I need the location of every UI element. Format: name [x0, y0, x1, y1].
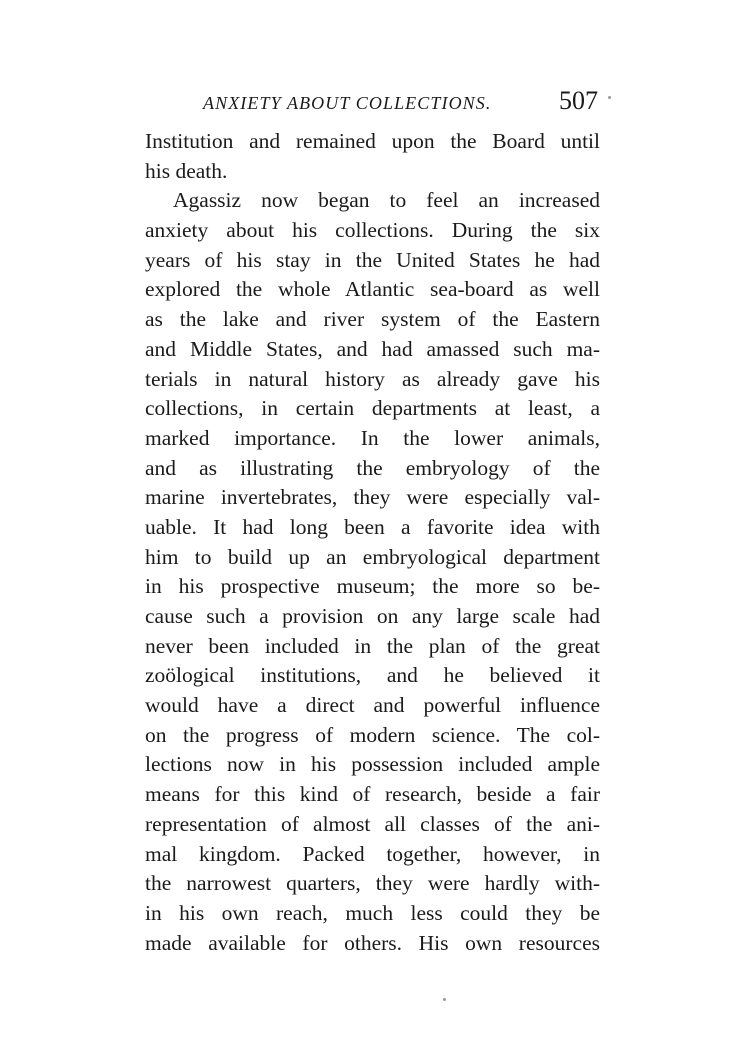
page-number: 507	[559, 86, 598, 115]
text-line: as the lake and river system of the Eastern	[145, 307, 600, 332]
text-line: mal kingdom. Packed together, however, in	[145, 841, 600, 866]
paper-speck	[443, 998, 446, 1001]
text-line: and as illustrating the embryology of the	[145, 455, 600, 480]
text-line: the narrowest quarters, they were hardly with-	[145, 871, 600, 896]
running-title: ANXIETY ABOUT COLLECTIONS.	[203, 93, 492, 113]
text-line: lections now in his possession included ample	[145, 752, 600, 777]
text-line: in his own reach, much less could they be	[145, 900, 600, 925]
text-line: would have a direct and powerful influence	[145, 693, 600, 718]
body-text	[145, 127, 600, 958]
text-line: years of his stay in the United States he had	[145, 247, 600, 272]
text-line: made available for others. His own resources	[145, 930, 600, 955]
text-line: never been included in the plan of the great	[145, 633, 600, 658]
text-line: cause such a provision on any large scale had	[145, 604, 600, 628]
text-line: on the progress of modern science. The col-	[145, 722, 600, 747]
text-line: anxiety about his collections. During the six	[145, 218, 600, 243]
text-line: explored the whole Atlantic sea-board as well	[145, 277, 600, 302]
text-line: him to build up an embryological department	[145, 544, 600, 569]
text-line: his death.	[145, 158, 228, 183]
text-line: Institution and remained upon the Board until	[145, 129, 600, 153]
text-line: in his prospective museum; the more so be-	[145, 574, 600, 599]
text-line: uable. It had long been a favorite idea with	[145, 514, 600, 539]
text-line: terials in natural history as already gave his	[145, 366, 600, 391]
text-line: zoölogical institutions, and he believed it	[145, 663, 600, 688]
running-head	[145, 86, 600, 122]
text-line: and Middle States, and had amassed such ma-	[145, 336, 600, 361]
text-line: marine invertebrates, they were especially val-	[145, 485, 600, 510]
text-line: representation of almost all classes of the ani-	[145, 811, 600, 836]
text-line: marked importance. In the lower animals,	[145, 425, 600, 450]
text-line: collections, in certain departments at least, a	[145, 396, 600, 421]
text-line: Agassiz now began to feel an increased	[173, 188, 600, 213]
text-line: means for this kind of research, beside a fair	[145, 782, 600, 807]
paper-speck	[608, 96, 611, 99]
